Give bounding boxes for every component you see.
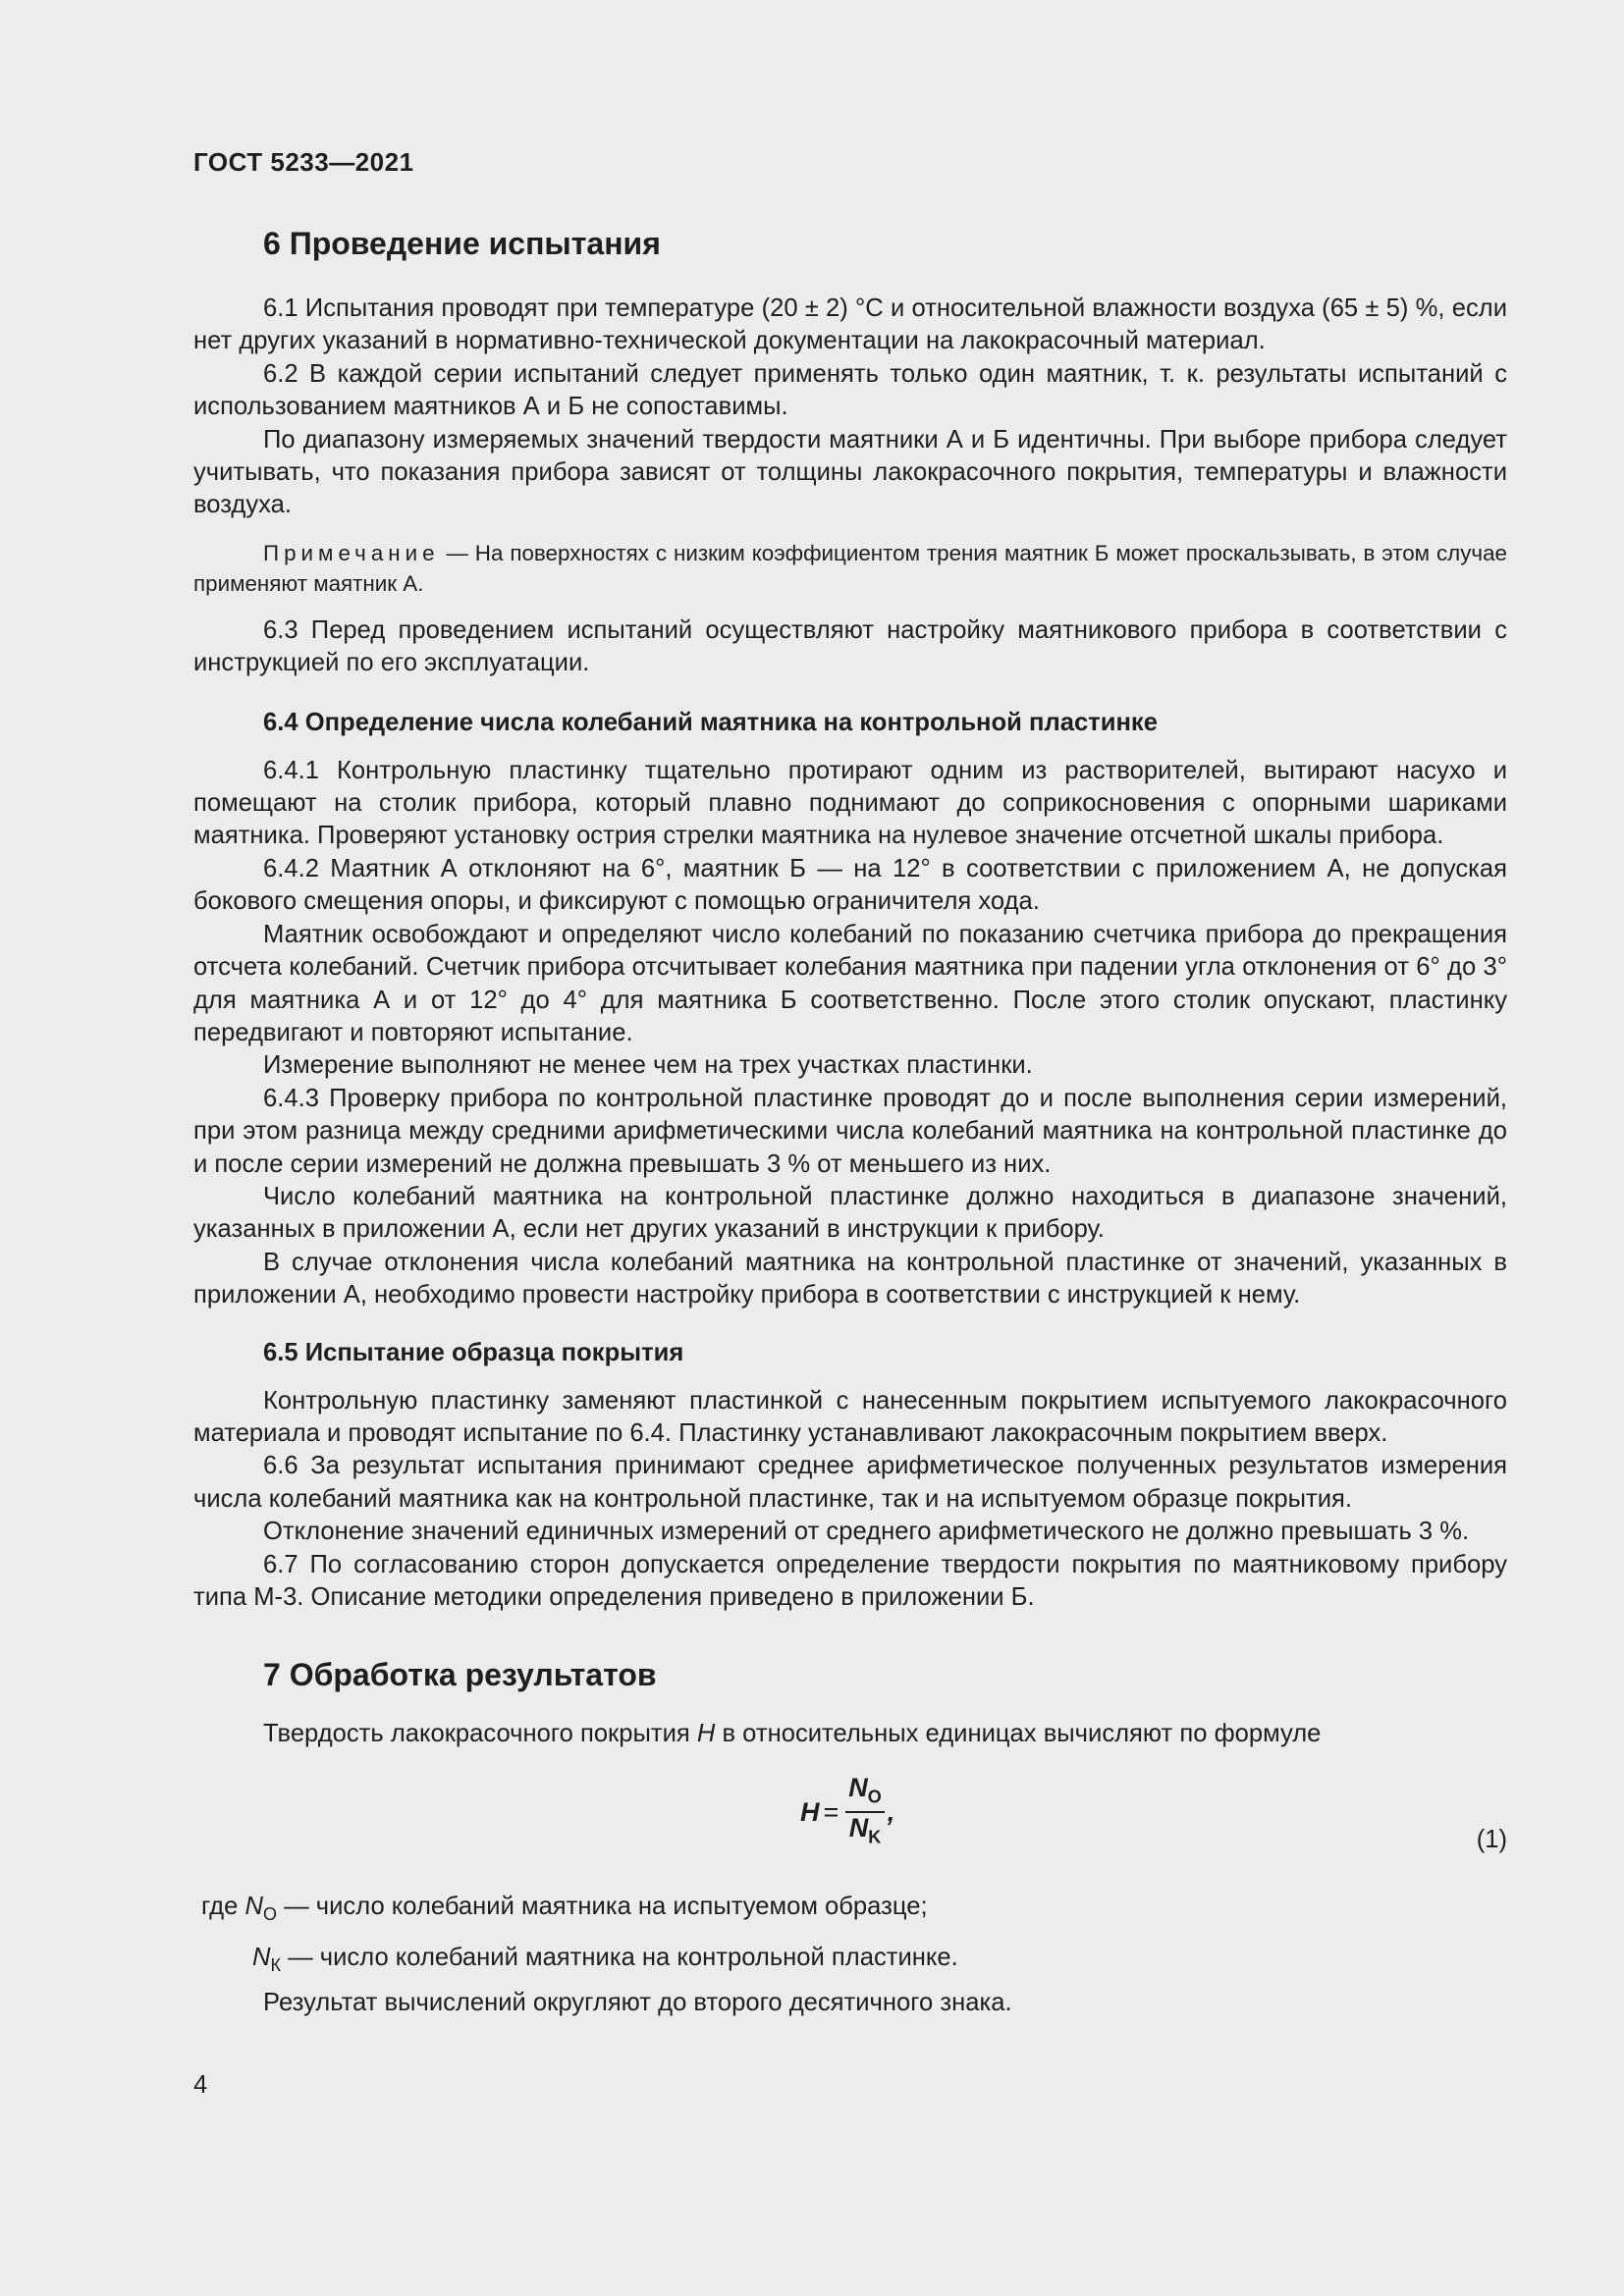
- definition-no-symbol: $N_O$: [244, 1892, 277, 1924]
- formula-numerator: $N_O$: [845, 1773, 885, 1813]
- formula-lhs: H: [800, 1796, 820, 1827]
- formula-fraction: [845, 1773, 885, 1852]
- formula-comma: ,: [887, 1796, 895, 1827]
- paragraph-6-4-2: 6.4.2 Маятник А отклоняют на 6°, маятник Б — на 12° в соответствии с приложением А, не допуская бокового смещения опоры, и фиксируют с помощью ограничителя хода.: [193, 854, 1507, 916]
- paragraph-6-4-1: 6.4.1 Контрольную пластинку тщательно протирают одним из растворителей, вытирают насухо и помещают на столик прибора, который плавно поднимают до соприкосновения с опорными шариками маятника. Проверяют установку острия стрелки маятника на нулевое значение отсчетной шкалы прибора.: [193, 756, 1507, 850]
- equation-number: (1): [1476, 1825, 1507, 1853]
- page-number: 4: [193, 2071, 208, 2099]
- paragraph-6-4-3-range: Число колебаний маятника на контрольной пластинке должно находиться в диапазоне значений, указанных в приложении А, если нет других указаний в инструкции к прибору.: [193, 1182, 1507, 1244]
- note: [193, 538, 1507, 599]
- intro-text-end: в относительных единицах вычисляют по формуле: [715, 1720, 1322, 1748]
- hardness-formula: [800, 1773, 894, 1852]
- note-text: — На поверхностях с низким коэффициентом трения маятник Б может проскальзывать, в этом случае применяют маятник А.: [193, 540, 1507, 596]
- intro-variable: H: [696, 1720, 716, 1748]
- subsection-6-5-title: 6.5 Испытание образца покрытия: [263, 1338, 684, 1366]
- paragraph-6-5: Контрольную пластинку заменяют пластинкой с нанесенным покрытием испытуемого лакокрасочного материала и проводят испытание по 6.4. Пластинку устанавливают лакокрасочным покрытием вверх.: [193, 1386, 1507, 1447]
- paragraph-6-7: 6.7 По согласованию сторон допускается определение твердости покрытия по маятниковому прибору типа М-3. Описание методики определения приведено в приложении Б.: [193, 1550, 1507, 1611]
- paragraph-6-1: 6.1 Испытания проводят при температуре (20 ± 2) °С и относительной влажности воздуха (65 ± 5) %, если нет других указаний в нормативно-технической документации на лакокрасочный материал.: [193, 294, 1507, 355]
- rounding-note: Результат вычислений округляют до второго десятичного знака.: [263, 1989, 1012, 2017]
- intro-text: Твердость лакокрасочного покрытия: [263, 1720, 697, 1748]
- definition-no-text: — число колебаний маятника на испытуемом образце;: [276, 1892, 928, 1920]
- paragraph-6-4-3: 6.4.3 Проверку прибора по контрольной пластинке проводят до и после выполнения серии измерений, при этом разница между средними арифметическими числа колебаний маятника на контрольной пластинке до и после серии измерений не должна превышать 3 % от меньшего из них.: [193, 1084, 1507, 1178]
- definition-nk-text: — число колебаний маятника на контрольной пластинке.: [280, 1943, 958, 1971]
- definition-nk-symbol: $N_К$: [252, 1943, 281, 1976]
- definition-no: [201, 1885, 1507, 1936]
- paragraph-6-6: 6.6 За результат испытания принимают среднее арифметическое полученных результатов измерения числа колебаний маятника как на контрольной пластинке, так и на испытуемом образце покрытия.: [193, 1452, 1507, 1513]
- paragraph-6-4-3-deviation: В случае отклонения числа колебаний маятника на контрольной пластинке от значений, указанных в приложении А, необходимо провести настройку прибора в соответствии с инструкцией к нему.: [193, 1248, 1507, 1309]
- paragraph-6-3: 6.3 Перед проведением испытаний осуществляют настройку маятникового прибора в соответствии с инструкцией по его эксплуатации.: [193, 615, 1507, 677]
- definition-nk: [252, 1936, 1507, 1987]
- section-7-intro: [193, 1718, 1507, 1750]
- paragraph-6-2: 6.2 В каждой серии испытаний следует применять только один маятник, т. к. результаты испытаний с использованием маятников А и Б не сопоставимы.: [193, 359, 1507, 421]
- document-header: ГОСТ 5233—2021: [193, 147, 414, 177]
- formula-block: [193, 1765, 1507, 1873]
- subsection-6-4-title: 6.4 Определение числа колебаний маятника на контрольной пластинке: [263, 708, 1158, 736]
- paragraph-6-6-deviation: Отклонение значений единичных измерений от среднего арифметического не должно превышать 3 %.: [263, 1518, 1470, 1546]
- section-6-title: 6 Проведение испытания: [263, 226, 661, 261]
- paragraph-6-4-2-measurement: Измерение выполняют не менее чем на трех участках пластинки.: [263, 1051, 1033, 1080]
- paragraph-6-4-2-release: Маятник освобождают и определяют число колебаний по показанию счетчика прибора до прекращения отсчета колебаний. Счетчик прибора отсчитывает колебания маятника при падении угла отклонения от 6° до 3° для маятника А и от 12° до 4° для маятника Б соответственно. После этого столик опускают, пластинку передвигают и повторяют испытание.: [193, 920, 1507, 1046]
- section-7-title: 7 Обработка результатов: [263, 1657, 657, 1693]
- formula-equals: =: [823, 1796, 839, 1827]
- paragraph-6-2-continued: По диапазону измеряемых значений твердости маятники А и Б идентичны. При выборе прибора следует учитывать, что показания прибора зависят от толщины лакокрасочного покрытия, температуры и влажности воздуха.: [193, 425, 1507, 519]
- formula-denominator: $N_K$: [848, 1813, 882, 1847]
- variable-definitions: [193, 1885, 1507, 1987]
- document-body: [193, 224, 1507, 2019]
- where-label: где: [201, 1892, 239, 1920]
- note-label: Примечание: [263, 540, 440, 565]
